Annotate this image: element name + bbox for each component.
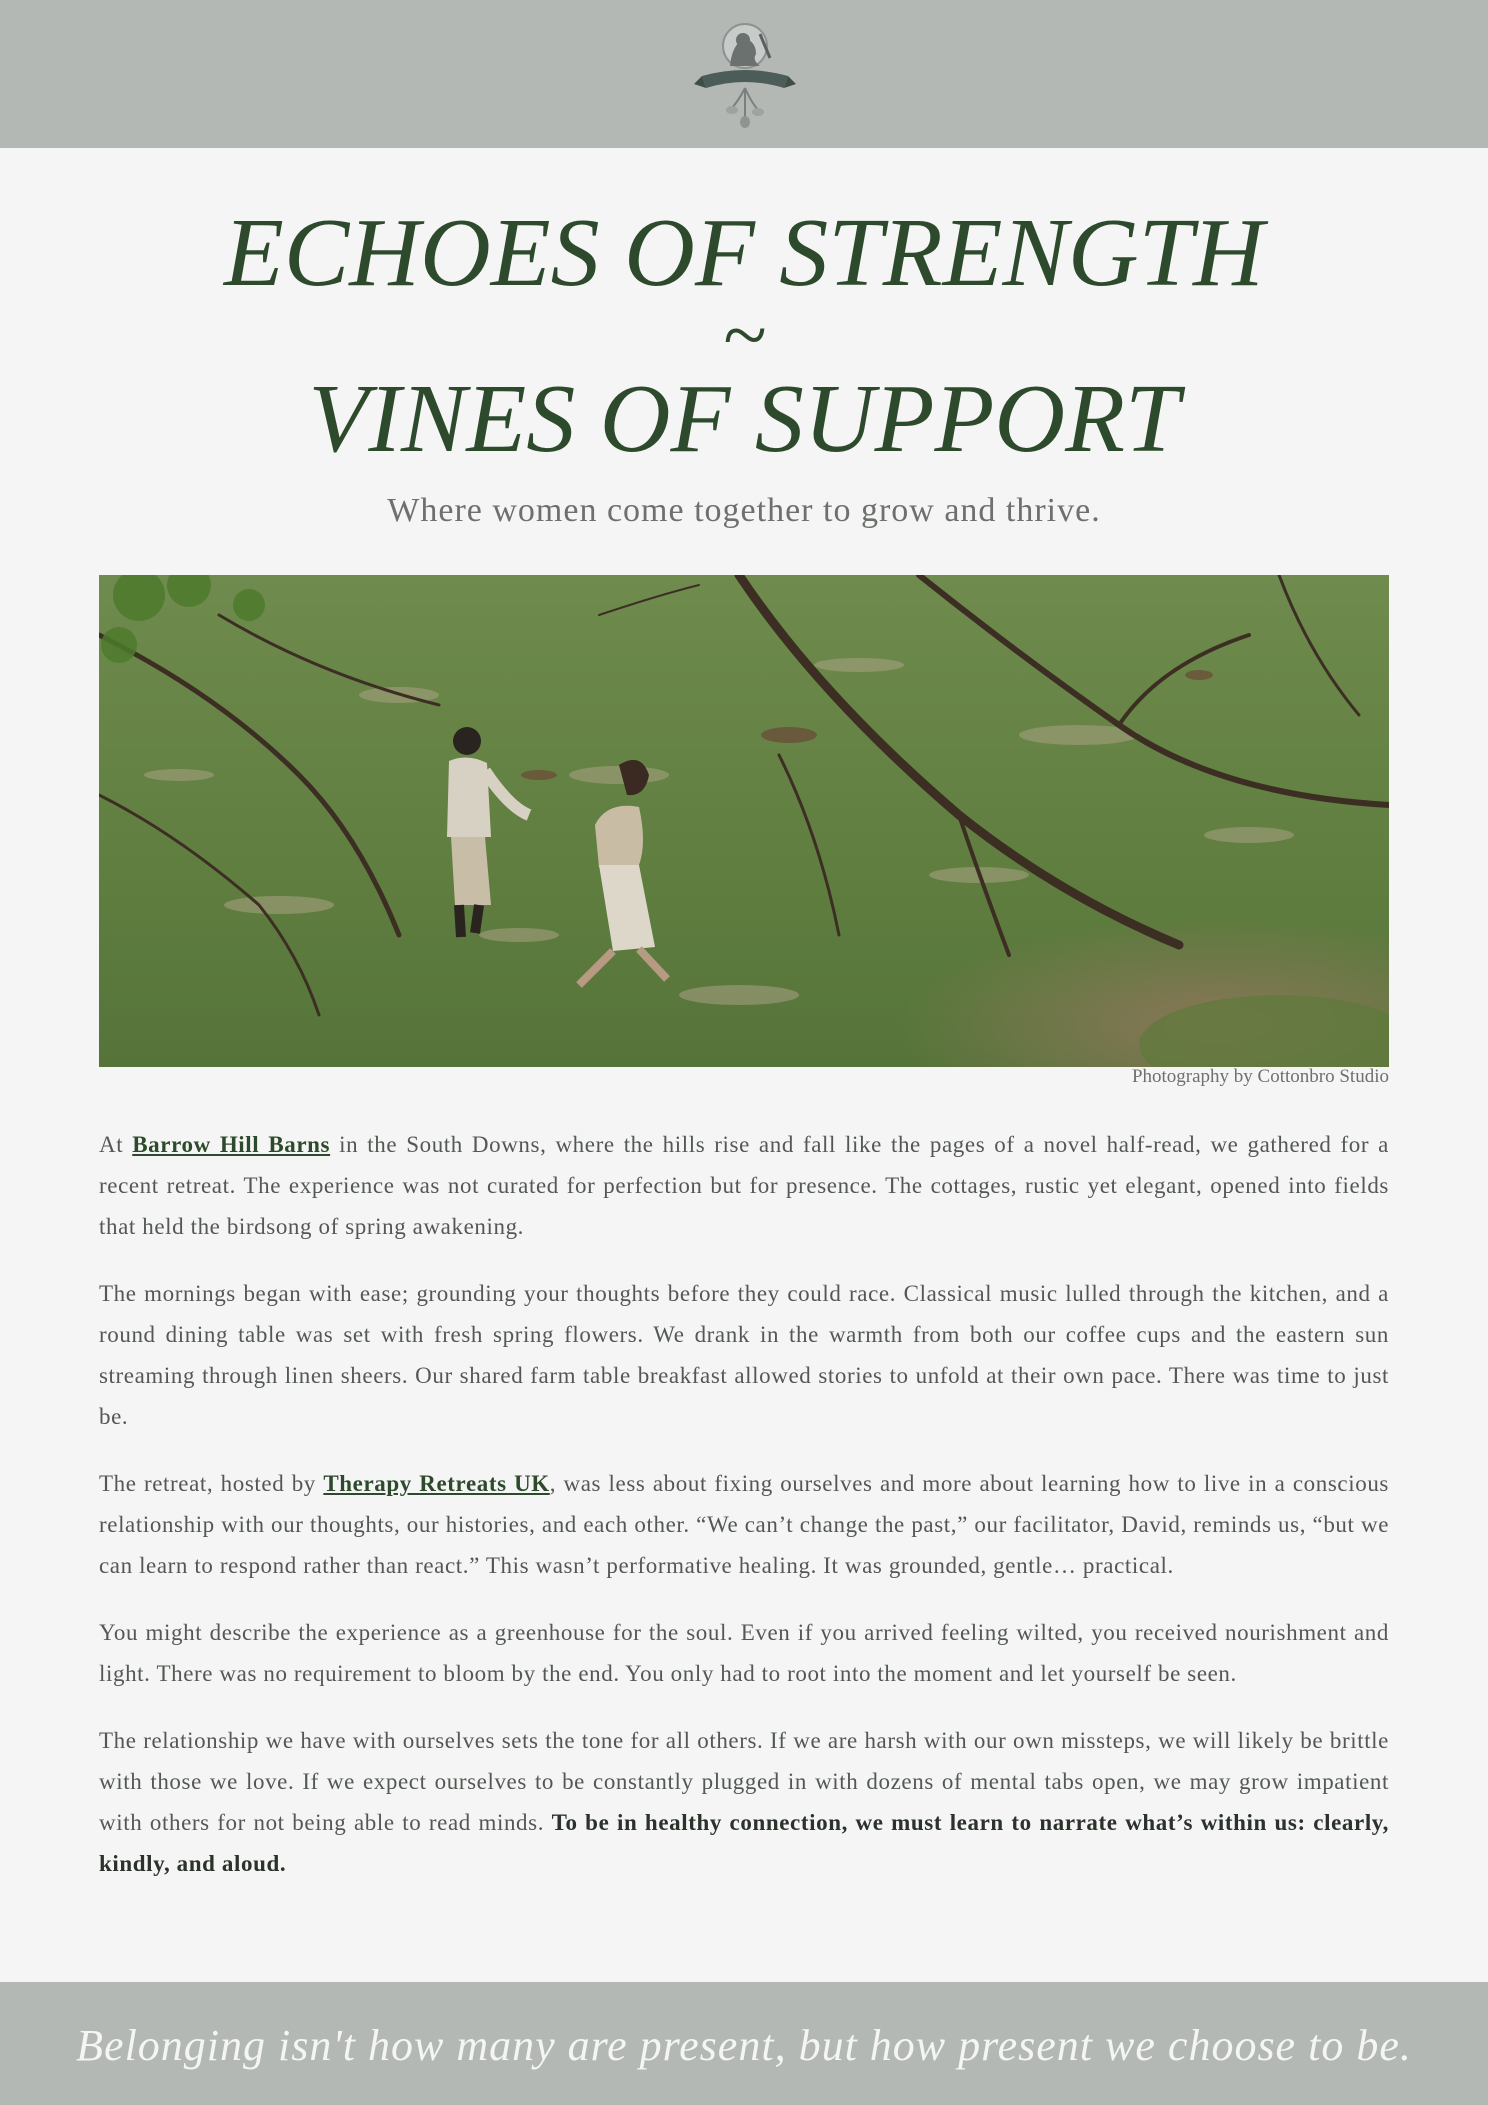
header-band [0,0,1488,148]
paragraph-1: At Barrow Hill Barns in the South Downs, where the hills rise and fall like the pages of a novel half-read, we gathered for a recent retreat. The experience was not curated for perfection but for presence. The cottages, rustic yet elegant, opened into fields that held the birdsong of spring awakening. [99,1132,1389,1239]
photo-credit: Photography by Cottonbro Studio [1131,1066,1389,1087]
article-subtitle: Where women come together to grow and thrive. [387,492,1101,529]
title-line-2: VINES OF SUPPORT [308,365,1180,473]
therapy-retreats-uk-link[interactable]: Therapy Retreats UK [323,1471,550,1496]
title-separator: ~ [722,292,766,380]
article-body [99,1124,1389,1910]
barrow-hill-barns-link[interactable]: Barrow Hill Barns [132,1132,331,1157]
paragraph-3: The retreat, hosted by Therapy Retreats UK, was less about fixing ourselves and more about learning how to live in a conscious relationship with our thoughts, our histories, and each other. “We can’t change the past,” our facilitator, David, reminds us, “but we can learn to respond rather than react.” This wasn’t performative healing. It was grounded, gentle… practical. [99,1471,1389,1578]
paragraph-4: You might describe the experience as a greenhouse for the soul. Even if you arrived feeling wilted, you received nourishment and light. There was no requirement to bloom by the end. You only had to root into the moment and let yourself be seen. [99,1620,1389,1686]
hero-photo [99,575,1389,1067]
emphasis-statement: To be in healthy connection, we must learn to narrate what’s within us: clearly, kindly, and aloud. [99,1810,1389,1876]
word-on-the-vine-logo-icon[interactable] [690,14,800,134]
paragraph-2: The mornings began with ease; grounding your thoughts before they could race. Classical music lulled through the kitchen, and a round dining table was set with fresh spring flowers. We drank in the warmth from both our coffee cups and the eastern sun streaming through linen sheers. Our shared farm table breakfast allowed stories to unfold at their own pace. There was time to just be. [99,1281,1389,1429]
paragraph-5: The relationship we have with ourselves sets the tone for all others. If we are harsh with our own missteps, we will likely be brittle with those we love. If we expect ourselves to be constantly plugged in with dozens of mental tabs open, we may grow impatient with others for not being able to read minds. To be in healthy connection, we must learn to narrate what’s within us: clearly, kindly, and aloud. [99,1728,1389,1876]
title-line-1: ECHOES OF STRENGTH [224,199,1264,307]
footer-band [0,1982,1488,2105]
footer-quote: Belonging isn't how many are present, but how present we choose to be. [76,2021,1412,2070]
